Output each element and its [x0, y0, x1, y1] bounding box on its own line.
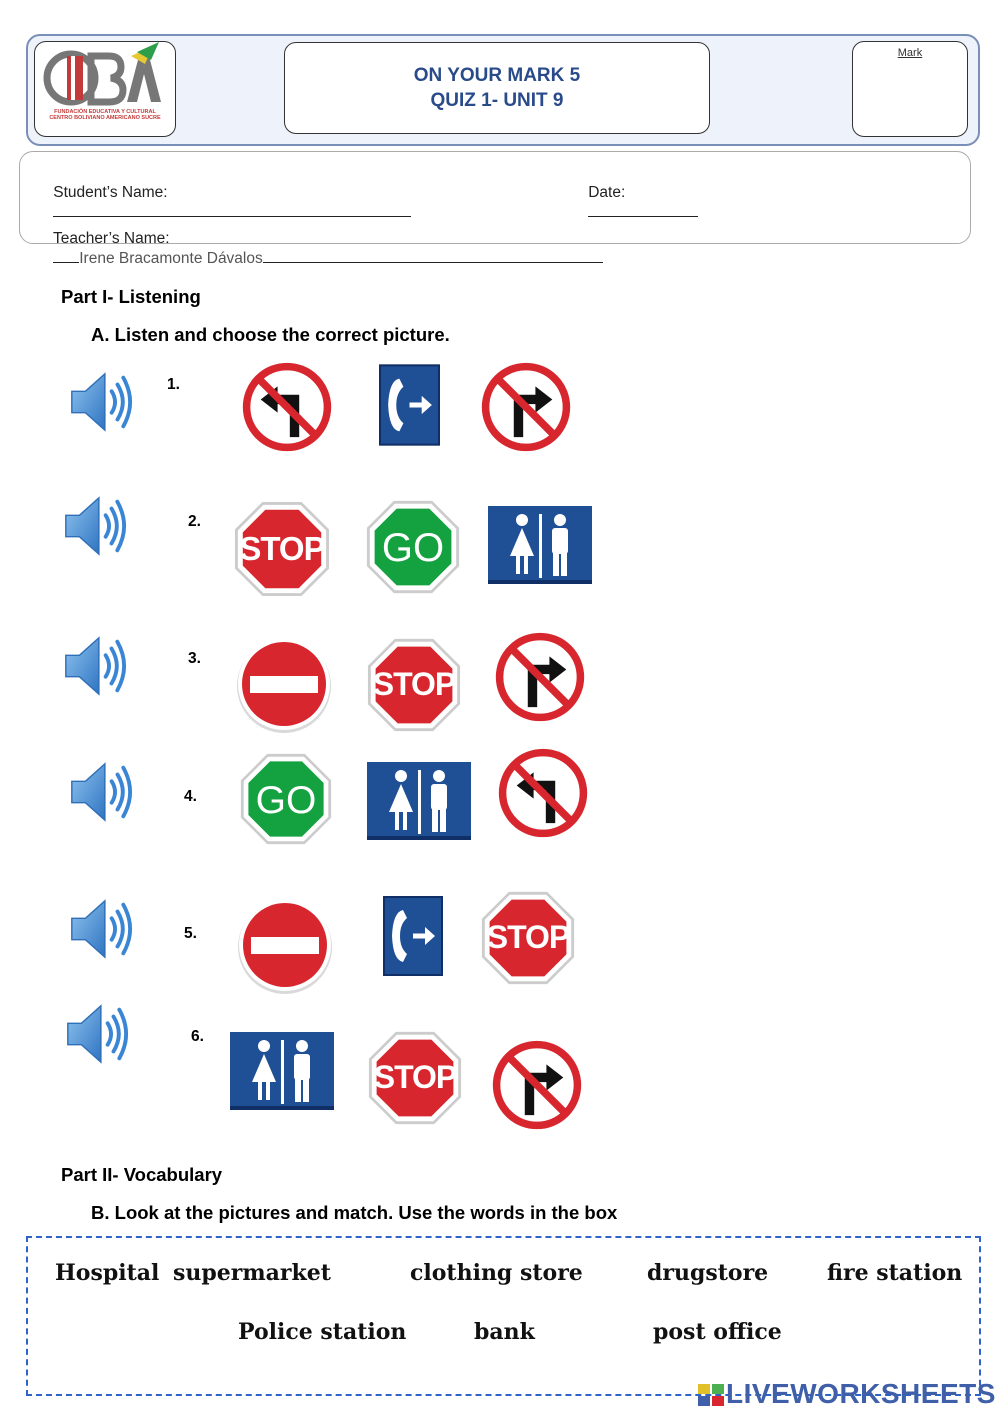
mark-box[interactable]	[852, 41, 968, 137]
stop-sign[interactable]	[367, 1030, 463, 1126]
do-not-enter-icon[interactable]	[234, 634, 334, 734]
word-item[interactable]: bank	[474, 1319, 535, 1345]
item-number: 3.	[188, 650, 201, 667]
word-item[interactable]: Hospital	[55, 1260, 160, 1286]
part2-instruction: B. Look at the pictures and match. Use the words in the box	[91, 1202, 618, 1223]
no-right-turn-icon[interactable]	[493, 630, 587, 724]
speaker-icon[interactable]	[66, 895, 134, 963]
part1-title: Part I- Listening	[61, 286, 201, 307]
telephone-sign-icon[interactable]	[383, 896, 443, 976]
no-right-turn-icon[interactable]	[490, 1038, 584, 1132]
stop-text: STOP	[373, 1059, 457, 1095]
teacher-name: Irene Bracamonte Dávalos	[79, 250, 263, 267]
go-sign[interactable]	[239, 752, 333, 846]
watermark-text: LIVEWORKSHEETS	[726, 1378, 996, 1409]
item-number: 6.	[191, 1028, 204, 1045]
stop-sign[interactable]	[366, 637, 462, 733]
item-number: 5.	[184, 925, 197, 942]
speaker-icon[interactable]	[62, 1000, 130, 1068]
word-item[interactable]: post office	[653, 1319, 782, 1345]
restroom-sign-icon[interactable]	[488, 506, 592, 584]
speaker-icon[interactable]	[60, 632, 128, 700]
restroom-sign-icon[interactable]	[230, 1032, 334, 1110]
speaker-icon[interactable]	[66, 368, 134, 436]
telephone-sign-icon[interactable]	[379, 364, 440, 446]
no-right-turn-icon[interactable]	[479, 360, 573, 454]
item-number: 4.	[184, 788, 197, 805]
liveworksheets-logo-icon	[698, 1384, 724, 1406]
go-text: GO	[381, 526, 445, 570]
teacher-blank-right	[263, 248, 603, 263]
go-sign[interactable]	[365, 499, 461, 595]
date-field[interactable]	[588, 202, 698, 217]
teacher-blank-left	[53, 248, 79, 263]
logo-caption: FUNDACIÓN EDUCATIVA Y CULTURAL CENTRO BOLIVIANO AMERICANO SUCRE	[49, 109, 161, 121]
stop-sign[interactable]	[233, 500, 331, 598]
word-item[interactable]: clothing store	[410, 1260, 583, 1286]
stop-text: STOP	[372, 666, 456, 702]
teacher-name-label: Teacher’s Name:	[52, 230, 170, 247]
speaker-icon[interactable]	[66, 758, 134, 826]
word-item[interactable]: Police station	[238, 1319, 407, 1345]
speaker-icon[interactable]	[60, 492, 128, 560]
word-item[interactable]: fire station	[827, 1260, 963, 1286]
no-left-turn-icon[interactable]	[496, 746, 590, 840]
word-item[interactable]: supermarket	[173, 1260, 331, 1286]
teacher-name-line	[36, 212, 603, 286]
cba-logo-icon	[35, 42, 175, 136]
no-left-turn-icon[interactable]	[240, 360, 334, 454]
part2-title: Part II- Vocabulary	[61, 1164, 223, 1185]
restroom-sign-icon[interactable]	[367, 762, 471, 840]
student-info-box	[19, 151, 971, 267]
item-number: 1.	[167, 376, 180, 393]
watermark	[698, 1378, 996, 1410]
mark-label: Mark	[897, 47, 923, 59]
stop-sign[interactable]	[480, 890, 576, 986]
book-title: ON YOUR MARK 5	[413, 65, 581, 86]
word-bank	[26, 1236, 981, 1396]
item-number: 2.	[188, 513, 201, 530]
stop-text: STOP	[239, 530, 325, 567]
quiz-title-box	[284, 42, 710, 134]
word-item[interactable]: drugstore	[647, 1260, 769, 1286]
part1-instruction: A. Listen and choose the correct picture.	[91, 324, 450, 345]
date-label: Date:	[588, 184, 626, 201]
go-text: GO	[255, 779, 317, 822]
student-name-label: Student’s Name:	[53, 184, 168, 201]
do-not-enter-icon[interactable]	[235, 895, 335, 995]
stop-text: STOP	[486, 919, 570, 955]
school-logo	[34, 41, 176, 137]
quiz-title: QUIZ 1- UNIT 9	[430, 90, 564, 111]
